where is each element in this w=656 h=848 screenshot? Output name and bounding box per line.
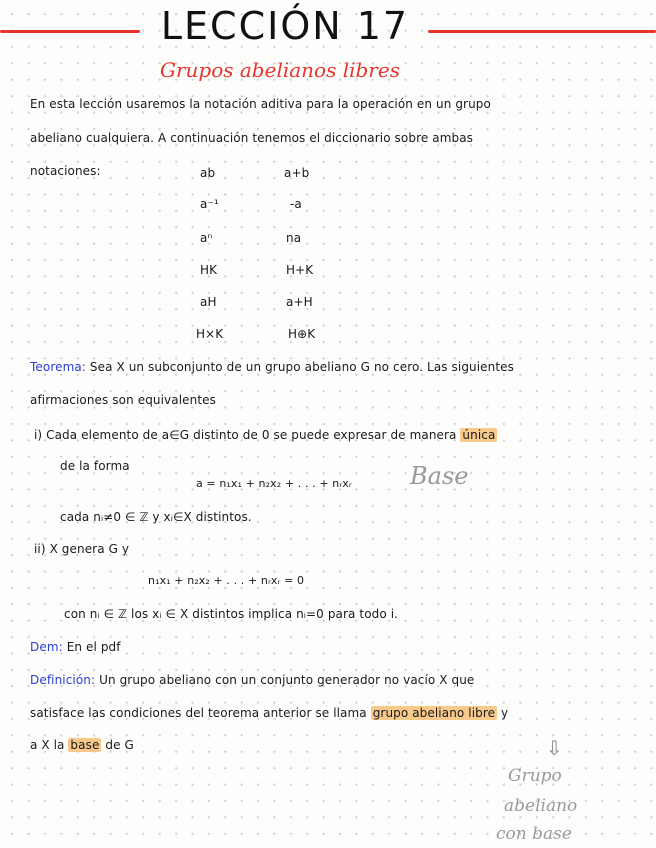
highlight-base: base — [70, 738, 100, 752]
theorem-line-1 — [30, 360, 514, 374]
notation-multiplicative: aH — [200, 295, 217, 309]
definition-text-3: a X la — [30, 738, 65, 752]
notation-additive: a+H — [286, 295, 313, 309]
title-rule-left — [0, 30, 140, 33]
theorem-line-2: afirmaciones son equivalentes — [30, 393, 216, 407]
proof-label: Dem: — [30, 640, 63, 654]
definition-text-2b: y — [501, 706, 509, 720]
intro-line-3: notaciones: — [30, 164, 101, 178]
theorem-label: Teorema: — [30, 360, 86, 374]
page-title: LECCIÓN 17 — [160, 4, 410, 48]
definition-line-1 — [30, 673, 474, 687]
definition-text-3b: de G — [105, 738, 134, 752]
base-note: Base — [410, 462, 469, 490]
definition-line-2 — [30, 706, 508, 720]
formula-zero-combination: n₁x₁ + n₂x₂ + . . . + nᵣxᵣ = 0 — [148, 574, 305, 587]
definition-text-2: satisface las condiciones del teorema anterior se llama — [30, 706, 367, 720]
side-note-line-2: abeliano — [504, 796, 578, 816]
definition-line-3 — [30, 738, 134, 752]
header — [0, 4, 656, 52]
notation-additive: na — [286, 231, 302, 245]
page-subtitle: Grupos abelianos libres — [160, 58, 400, 82]
highlight-unica: única — [462, 428, 496, 442]
proof-line — [30, 640, 121, 654]
theorem-text: Sea X un subconjunto de un grupo abeliano G no cero. Las siguientes — [89, 360, 515, 374]
side-note-line-3: con base — [496, 824, 572, 844]
formula-linear-combination: a = n₁x₁ + n₂x₂ + . . . + nᵣxᵣ — [196, 477, 352, 490]
item-1-line-2: de la forma — [60, 459, 130, 473]
highlight-grupo-abeliano-libre: grupo abeliano libre — [372, 706, 496, 720]
item-1-text: i) Cada elemento de a∈G distinto de 0 se puede expresar de manera — [34, 428, 457, 442]
intro-line-2: abeliano cualquiera. A continuación tenemos el diccionario sobre ambas — [30, 131, 474, 145]
proof-text: En el pdf — [66, 640, 121, 654]
notation-multiplicative: a⁻¹ — [200, 197, 219, 211]
item-2-line-2: con nᵢ ∈ ℤ los xᵢ ∈ X distintos implica nᵢ=0 para todo i. — [64, 607, 399, 621]
notation-multiplicative: ab — [200, 166, 216, 180]
arrow-down-icon: ⇩ — [546, 736, 563, 760]
item-1-line-3: cada nᵢ≠0 ∈ ℤ y xᵢ∈X distintos. — [60, 510, 252, 524]
theorem-item-1 — [34, 428, 497, 442]
notation-additive: a+b — [284, 166, 310, 180]
title-rule-right — [428, 30, 656, 33]
notation-additive: H+K — [286, 263, 314, 277]
notation-additive: H⊕K — [288, 327, 316, 341]
side-note-line-1: Grupo — [508, 766, 562, 786]
notation-multiplicative: HK — [200, 263, 218, 277]
notation-additive: -a — [290, 197, 302, 211]
definition-text: Un grupo abeliano con un conjunto generador no vacío X que — [99, 673, 475, 687]
notation-multiplicative: H×K — [196, 327, 224, 341]
theorem-item-2: ii) X genera G y — [34, 542, 130, 556]
intro-line-1: En esta lección usaremos la notación aditiva para la operación en un grupo — [30, 97, 491, 111]
notation-multiplicative: aⁿ — [200, 231, 213, 245]
definition-label: Definición: — [30, 673, 96, 687]
